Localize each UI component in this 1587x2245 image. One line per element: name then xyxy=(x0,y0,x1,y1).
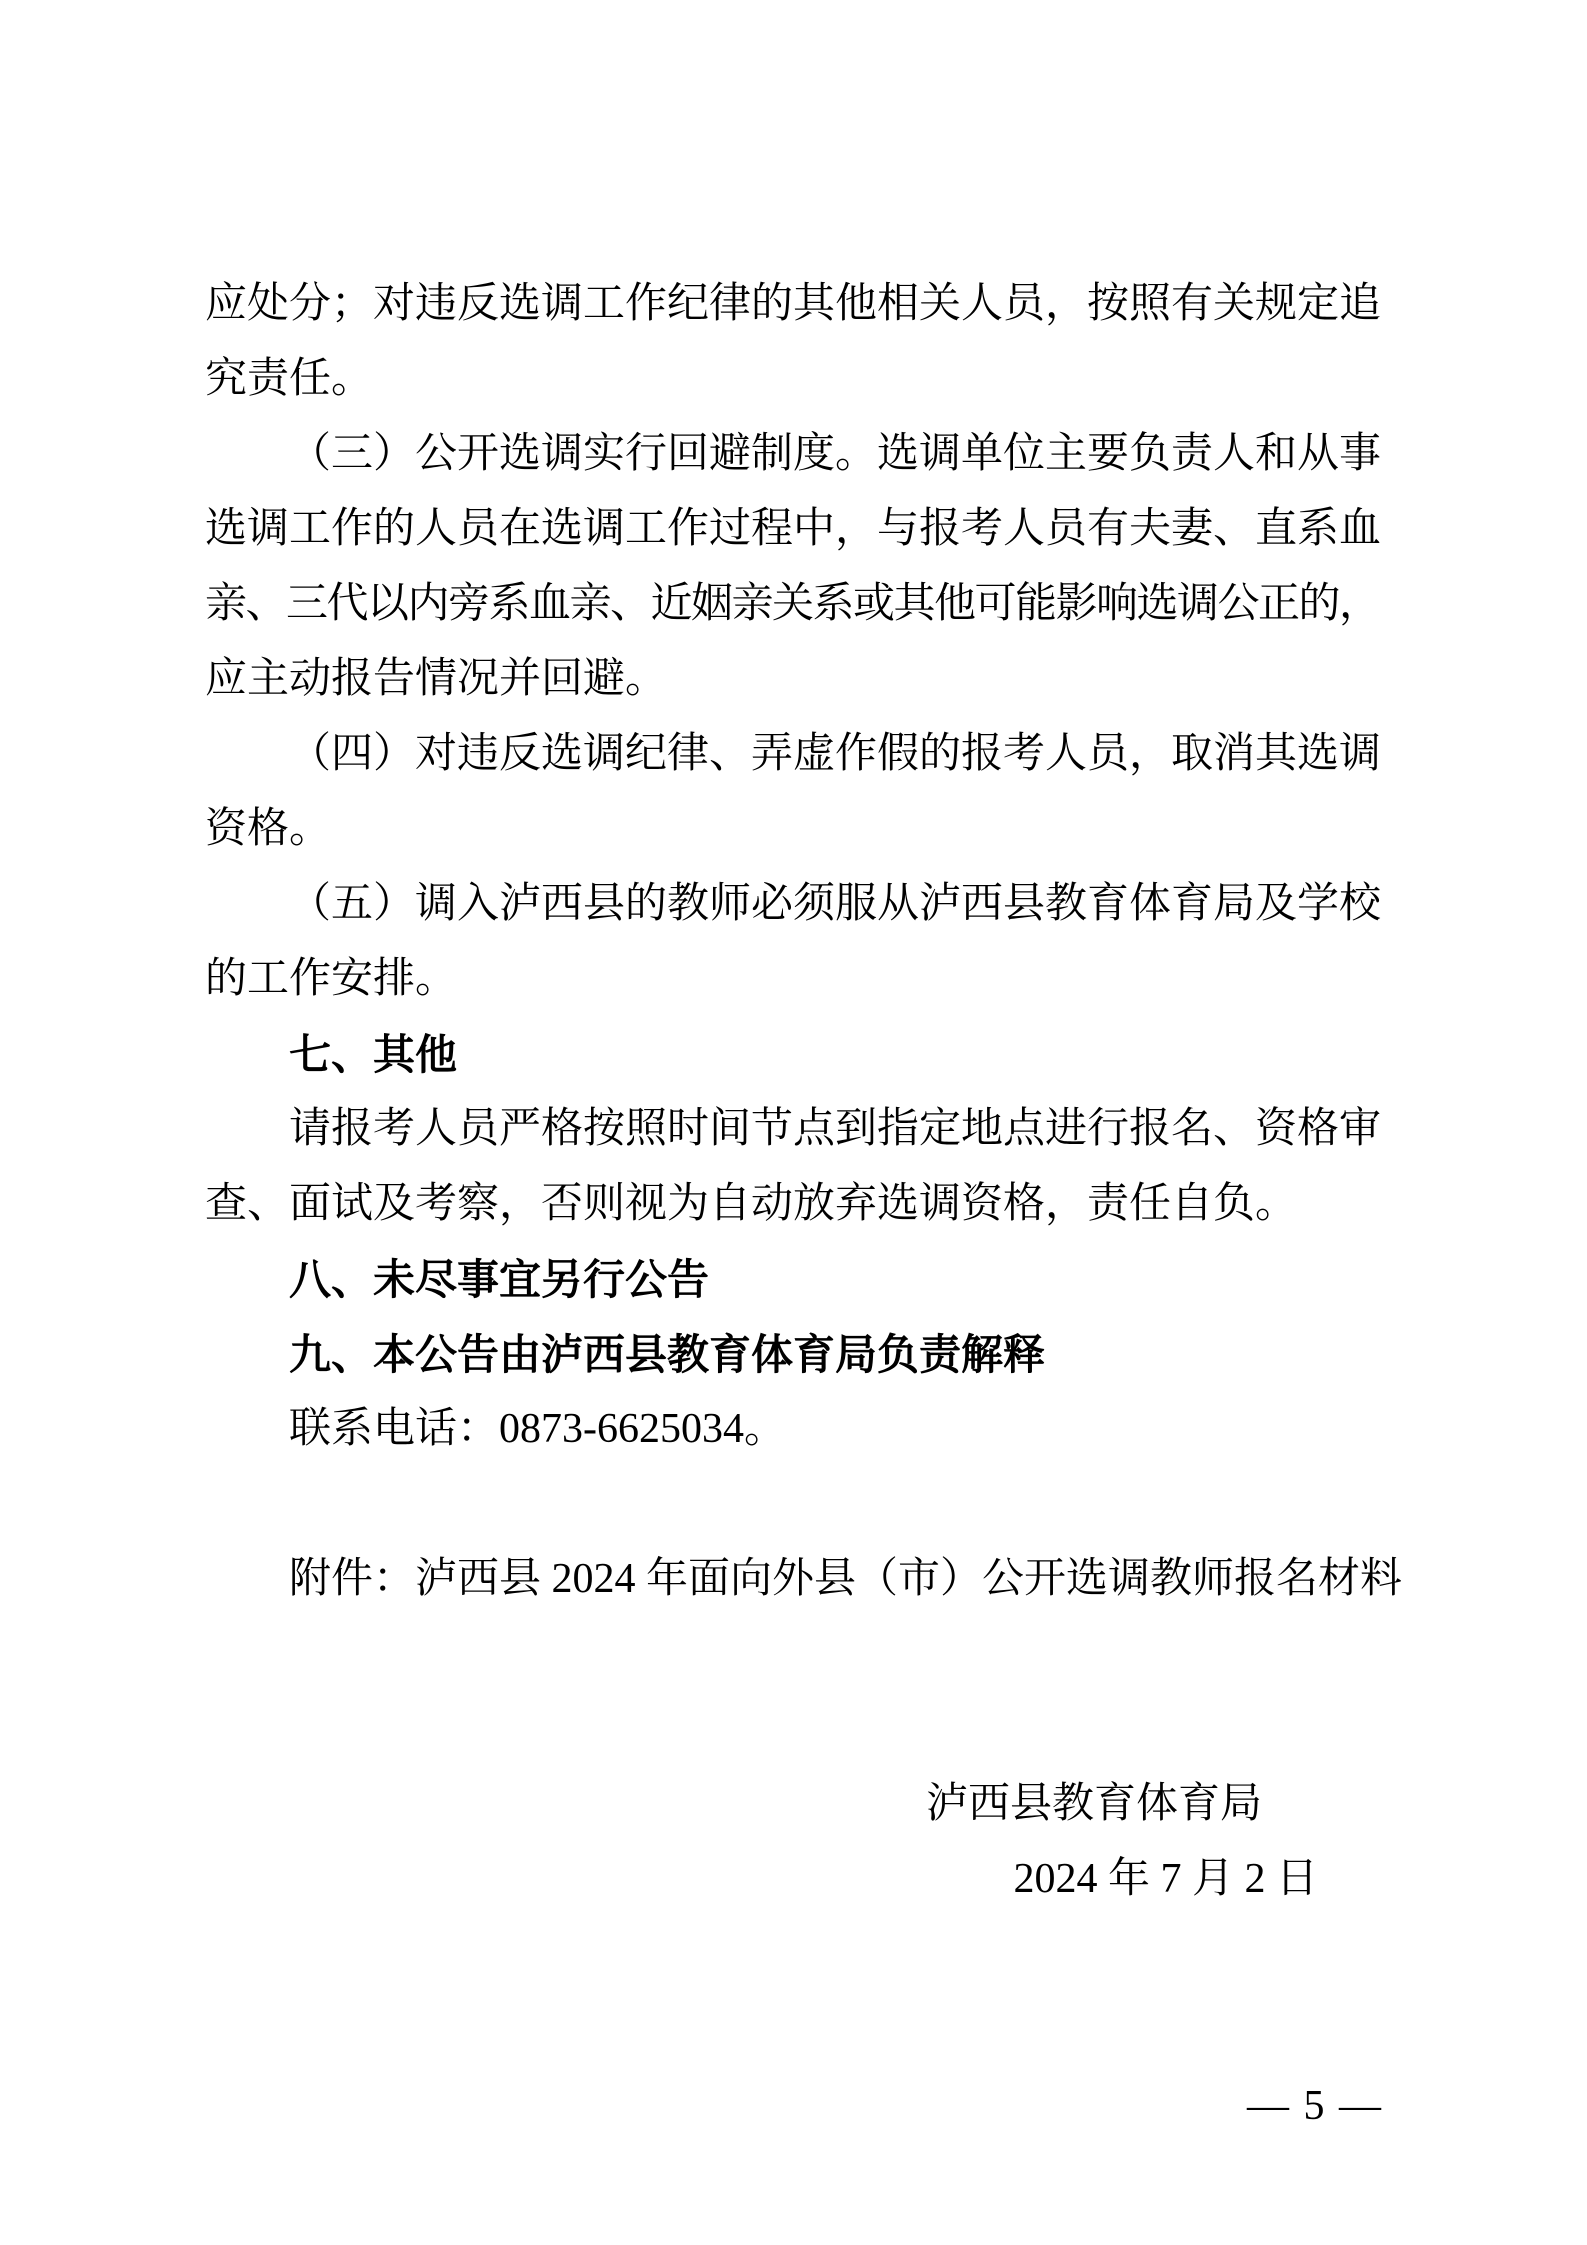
attachment-line: 附件：泸西县 2024 年面向外县（市）公开选调教师报名材料 xyxy=(289,1556,1403,1602)
body-line: 应主动报告情况并回避。 xyxy=(205,656,668,702)
body-line: 选调工作的人员在选调工作过程中，与报考人员有夫妻、直系血 xyxy=(205,506,1382,552)
body-line: 究责任。 xyxy=(205,356,374,402)
body-line-item-three: （三）公开选调实行回避制度。选调单位主要负责人和从事 xyxy=(289,431,1382,477)
body-line: 资格。 xyxy=(205,806,332,852)
body-line: 请报考人员严格按照时间节点到指定地点进行报名、资格审 xyxy=(289,1106,1382,1152)
signature-organization: 泸西县教育体育局 xyxy=(925,1781,1262,1827)
body-line: 应处分；对违反选调工作纪律的其他相关人员，按照有关规定追 xyxy=(205,281,1382,327)
contact-phone-line: 联系电话：0873-6625034。 xyxy=(289,1406,786,1452)
body-line-item-five: （五）调入泸西县的教师必须服从泸西县教育体育局及学校 xyxy=(289,881,1382,927)
body-line-item-four: （四）对违反选调纪律、弄虚作假的报考人员，取消其选调 xyxy=(289,731,1382,777)
section-heading-nine: 九、本公告由泸西县教育体育局负责解释 xyxy=(289,1331,1046,1378)
body-line: 亲、三代以内旁系血亲、近姻亲关系或其他可能影响选调公正的， xyxy=(205,581,1380,627)
body-line: 查、面试及考察，否则视为自动放弃选调资格，责任自负。 xyxy=(205,1181,1298,1227)
document-body xyxy=(205,267,1403,1917)
signature-date: 2024 年 7 月 2 日 xyxy=(1013,1856,1318,1902)
section-heading-seven: 七、其他 xyxy=(289,1031,458,1078)
page-number: — 5 — xyxy=(1247,2083,1383,2129)
body-line: 的工作安排。 xyxy=(205,956,458,1002)
section-heading-eight: 八、未尽事宜另行公告 xyxy=(289,1256,710,1303)
